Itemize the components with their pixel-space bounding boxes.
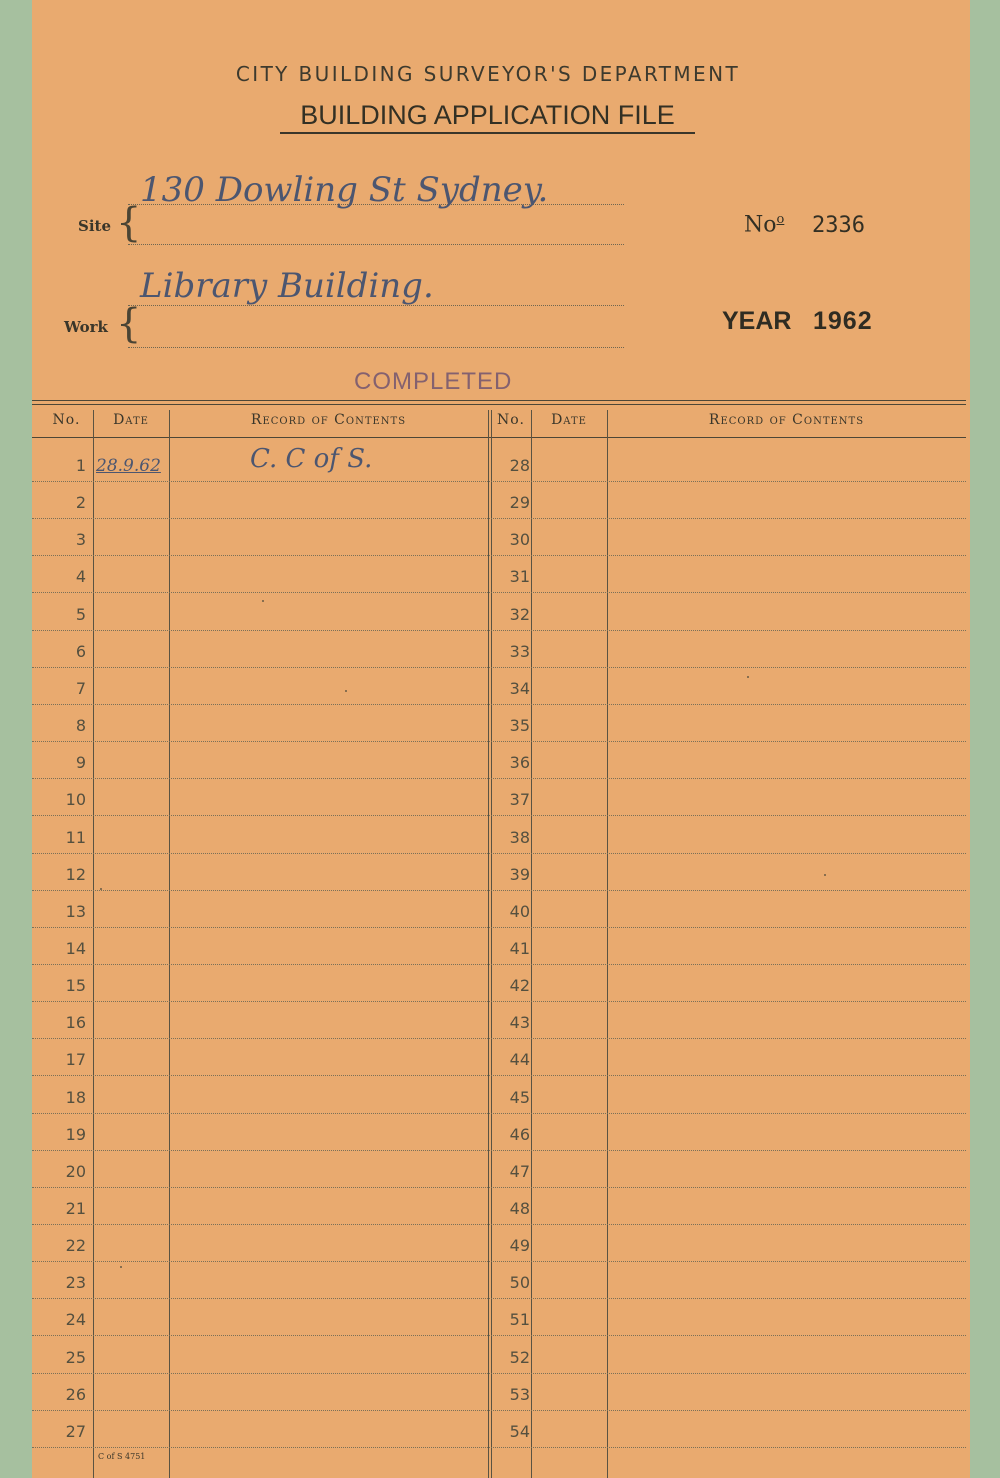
row-number-right: 43 xyxy=(509,1013,530,1032)
row-number-right: 28 xyxy=(509,456,530,475)
row-number-left: 11 xyxy=(65,828,86,847)
row-number-right: 52 xyxy=(509,1348,530,1367)
paper-speck xyxy=(120,1266,122,1268)
row-number-right: 40 xyxy=(509,902,530,921)
row-number-right: 42 xyxy=(509,976,530,995)
table-row xyxy=(32,704,966,742)
binding-tape-right xyxy=(968,0,1000,1478)
row-number-right: 47 xyxy=(509,1162,530,1181)
table-row xyxy=(32,1261,966,1299)
paper-speck xyxy=(262,600,264,602)
row-number-left: 12 xyxy=(65,865,86,884)
row-number-right: 30 xyxy=(509,530,530,549)
row-number-left: 7 xyxy=(75,679,86,698)
row-number-left: 22 xyxy=(65,1236,86,1255)
table-row xyxy=(32,481,966,519)
row-number-left: 15 xyxy=(65,976,86,995)
table-row xyxy=(32,1373,966,1411)
header-no-left: No. xyxy=(52,412,81,428)
work-label: Work xyxy=(64,318,108,336)
table-row xyxy=(32,1410,966,1448)
table-rule-top-1 xyxy=(32,400,966,401)
table-row xyxy=(32,778,966,816)
row-number-right: 53 xyxy=(509,1385,530,1404)
header-no-right: No. xyxy=(497,412,525,428)
table-row xyxy=(32,444,966,482)
row-number-right: 38 xyxy=(509,828,530,847)
row-number-right: 29 xyxy=(509,493,530,512)
paper-speck xyxy=(747,676,749,678)
row-number-left: 16 xyxy=(65,1013,86,1032)
row-number-left: 14 xyxy=(65,939,86,958)
table-row xyxy=(32,816,966,854)
table-row xyxy=(32,853,966,891)
table-row xyxy=(32,1038,966,1076)
table-row xyxy=(32,1113,966,1151)
header-record-right: Record of Contents xyxy=(708,412,865,428)
table-row xyxy=(32,1076,966,1114)
row-number-left: 13 xyxy=(65,902,86,921)
row-number-left: 18 xyxy=(65,1088,86,1107)
row-number-right: 46 xyxy=(509,1125,530,1144)
year-label: YEAR xyxy=(722,307,792,335)
file-number-label: No$^o$ xyxy=(744,212,785,238)
year-value: 1962 xyxy=(813,307,873,335)
file-number: 2336 xyxy=(812,213,865,238)
table-row xyxy=(32,890,966,928)
row-number-right: 35 xyxy=(509,716,530,735)
row-number-right: 41 xyxy=(509,939,530,958)
table-row xyxy=(32,1336,966,1374)
row-number-right: 48 xyxy=(509,1199,530,1218)
entry-1-date: 28.9.62 xyxy=(96,456,161,476)
paper-speck xyxy=(824,874,826,876)
row-number-left: 19 xyxy=(65,1125,86,1144)
row-number-right: 31 xyxy=(509,567,530,586)
header-date-left: Date xyxy=(113,412,149,428)
work-line-2 xyxy=(128,347,624,348)
row-number-left: 24 xyxy=(65,1310,86,1329)
row-number-right: 34 xyxy=(509,679,530,698)
table-row xyxy=(32,1187,966,1225)
entry-1-record: C. C of S. xyxy=(250,444,373,474)
table-row xyxy=(32,741,966,779)
header-record-left: Record of Contents xyxy=(250,412,407,428)
row-number-right: 37 xyxy=(509,790,530,809)
table-row xyxy=(32,593,966,631)
row-number-left: 25 xyxy=(65,1348,86,1367)
row-number-left: 5 xyxy=(75,605,86,624)
completed-stamp: COMPLETED xyxy=(354,368,513,395)
row-number-left: 17 xyxy=(65,1050,86,1069)
form-number: C of S 4751 xyxy=(98,1452,146,1461)
site-label: Site xyxy=(78,217,112,235)
row-number-right: 39 xyxy=(509,865,530,884)
row-number-left: 2 xyxy=(75,493,86,512)
work-brace: { xyxy=(116,301,142,347)
row-number-left: 9 xyxy=(75,753,86,772)
table-rule-top-2 xyxy=(32,404,966,405)
work-handwritten: Library Building. xyxy=(140,266,434,306)
row-number-left: 10 xyxy=(65,790,86,809)
row-number-left: 26 xyxy=(65,1385,86,1404)
site-line-2 xyxy=(128,244,624,245)
row-number-right: 51 xyxy=(509,1310,530,1329)
row-number-right: 49 xyxy=(509,1236,530,1255)
row-number-left: 21 xyxy=(65,1199,86,1218)
paper-speck xyxy=(100,888,102,890)
table-row xyxy=(32,555,966,593)
row-number-left: 8 xyxy=(75,716,86,735)
row-number-right: 44 xyxy=(509,1050,530,1069)
header-date-right: Date xyxy=(551,412,587,428)
row-number-right: 45 xyxy=(509,1088,530,1107)
row-number-left: 23 xyxy=(65,1273,86,1292)
paper-speck xyxy=(345,690,347,692)
table-header-rule xyxy=(32,437,966,438)
table-row xyxy=(32,1224,966,1262)
site-brace: { xyxy=(116,200,142,246)
table-row xyxy=(32,667,966,705)
row-number-right: 50 xyxy=(509,1273,530,1292)
table-row xyxy=(32,927,966,965)
table-row xyxy=(32,630,966,668)
row-number-left: 3 xyxy=(75,530,86,549)
row-number-left: 20 xyxy=(65,1162,86,1181)
file-title: BUILDING APPLICATION FILE xyxy=(280,100,695,134)
row-number-left: 1 xyxy=(75,456,86,475)
row-number-right: 54 xyxy=(509,1422,530,1441)
table-row xyxy=(32,1150,966,1188)
table-row xyxy=(32,518,966,556)
department-heading: CITY BUILDING SURVEYOR'S DEPARTMENT xyxy=(235,62,741,86)
table-row xyxy=(32,1298,966,1336)
row-number-left: 4 xyxy=(75,567,86,586)
table-row xyxy=(32,964,966,1002)
row-number-right: 33 xyxy=(509,642,530,661)
table-row xyxy=(32,1001,966,1039)
row-number-left: 6 xyxy=(75,642,86,661)
row-number-right: 36 xyxy=(509,753,530,772)
row-number-left: 27 xyxy=(65,1422,86,1441)
row-number-right: 32 xyxy=(509,605,530,624)
site-handwritten: 130 Dowling St Sydney. xyxy=(140,170,549,210)
